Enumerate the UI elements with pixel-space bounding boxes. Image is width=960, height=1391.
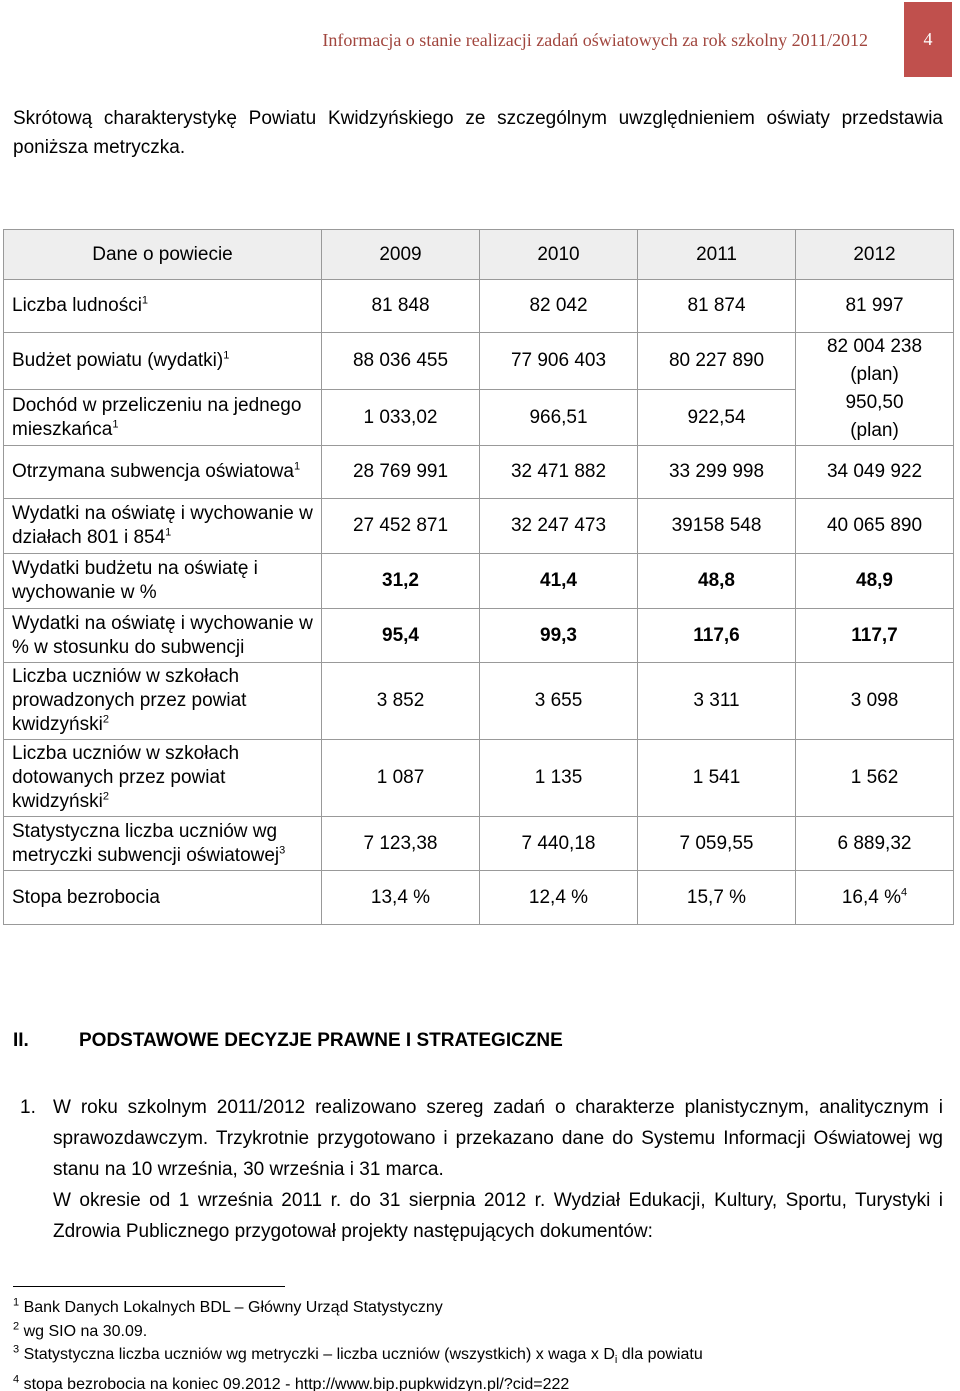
cell: 95,4 <box>322 609 480 663</box>
row-label: Wydatki na oświatę i wychowanie w % w stosunku do subwencji <box>4 609 322 663</box>
section-number: II. <box>13 1030 29 1051</box>
cell: 33 299 998 <box>638 446 796 499</box>
cell: 117,6 <box>638 609 796 663</box>
header-cell: 2010 <box>480 230 638 280</box>
cell: 28 769 991 <box>322 446 480 499</box>
row-label: Liczba uczniów w szkołach dotowanych przez powiat kwidzyński$^2$ <box>4 740 322 817</box>
cell: 1 562 <box>796 740 954 817</box>
page-header <box>0 0 960 80</box>
cell: 13,4 % <box>322 871 480 925</box>
cell: 48,9 <box>796 554 954 609</box>
cell: 3 852 <box>322 663 480 740</box>
cell: 15,7 % <box>638 871 796 925</box>
cell: 3 655 <box>480 663 638 740</box>
list-item <box>20 1092 943 1247</box>
header-cell: Dane o powiecie <box>4 230 322 280</box>
cell: 80 227 890 <box>638 333 796 390</box>
table-row <box>4 499 954 554</box>
table-header-row <box>4 230 954 280</box>
table-row <box>4 663 954 740</box>
cell: 99,3 <box>480 609 638 663</box>
cell: 1 033,02 <box>322 390 480 446</box>
plan-2012-cell <box>796 333 954 446</box>
cell: 7 123,38 <box>322 817 480 871</box>
cell: 12,4 % <box>480 871 638 925</box>
section-heading <box>13 1030 563 1052</box>
cell: 922,54 <box>638 390 796 446</box>
intro-paragraph: Skrótową charakterystykę Powiatu Kwidzyńskiego ze szczególnym uwzględnieniem oświaty przedstawia poniższa metryczka. <box>13 108 943 158</box>
item-paragraph-2: W okresie od 1 września 2011 r. do 31 sierpnia 2012 r. Wydział Edukacji, Kultury, Sportu, Turystyki i Zdrowia Publicznego przygotował projekty następujących dokumentów: <box>53 1190 943 1242</box>
footnotes <box>13 1296 703 1391</box>
header-cell: 2011 <box>638 230 796 280</box>
table-row <box>4 446 954 499</box>
header-cell: 2009 <box>322 230 480 280</box>
cell: 3 311 <box>638 663 796 740</box>
cell: 3 098 <box>796 663 954 740</box>
row-label: Budżet powiatu (wydatki)$^1$ <box>4 333 322 390</box>
footnote: $^1$ Bank Danych Lokalnych BDL – Główny Urząd Statystyczny <box>13 1296 443 1316</box>
cell: 77 906 403 <box>480 333 638 390</box>
footnote-separator <box>13 1286 285 1287</box>
section-title: PODSTAWOWE DECYZJE PRAWNE I STRATEGICZNE <box>79 1030 563 1051</box>
cell: 88 036 455 <box>322 333 480 390</box>
cell: 16,4 %$^4$ <box>796 871 954 925</box>
row-label: Dochód w przeliczeniu na jednego mieszkańca$^1$ <box>4 390 322 446</box>
item-paragraph-1: W roku szkolnym 2011/2012 realizowano szereg zadań o charakterze planistycznym, analitycznym i sprawozdawczym. Trzykrotnie przygotowano i przekazano dane do Systemu Informacji Oświatowej wg stanu na 10 września, 30 września i 31 marca. <box>53 1097 943 1180</box>
row-label: Liczba uczniów w szkołach prowadzonych przez powiat kwidzyński$^2$ <box>4 663 322 740</box>
cell: 32 471 882 <box>480 446 638 499</box>
plan-budget-note: (plan) <box>850 364 899 385</box>
cell: 32 247 473 <box>480 499 638 554</box>
cell: 1 135 <box>480 740 638 817</box>
list-item-number: 1. <box>20 1097 36 1118</box>
row-label: Wydatki na oświatę i wychowanie w działach 801 i $854^1$ <box>4 499 322 554</box>
table-row <box>4 871 954 925</box>
table-row <box>4 280 954 333</box>
cell: 6 889,32 <box>796 817 954 871</box>
plan-income: 950,50 <box>845 392 904 413</box>
footnote: $^2$ wg SIO na 30.09. <box>13 1320 148 1340</box>
cell: 34 049 922 <box>796 446 954 499</box>
table-row <box>4 554 954 609</box>
table-row <box>4 333 954 390</box>
row-label: Stopa bezrobocia <box>4 871 322 925</box>
cell: 40 065 890 <box>796 499 954 554</box>
plan-income-note: (plan) <box>850 420 899 441</box>
footnote: $^4$ stopa bezrobocia na koniec 09.2012 - http://www.bip.pupkwidzyn.pl/?cid=222 <box>13 1373 570 1391</box>
cell: 1 087 <box>322 740 480 817</box>
cell: 48,8 <box>638 554 796 609</box>
cell: 1 541 <box>638 740 796 817</box>
footnote: $^3$ Statystyczna liczba uczniów wg metryczki – liczba uczniów (wszystkich) x waga x $D_i$ dla powiatu <box>13 1343 703 1367</box>
row-label: Wydatki budżetu na oświatę i wychowanie w % <box>4 554 322 609</box>
cell: 81 874 <box>638 280 796 333</box>
header-cell: 2012 <box>796 230 954 280</box>
row-label: Statystyczna liczba uczniów wg metryczki subwencji oświatowej$^3$ <box>4 817 322 871</box>
county-data-table <box>3 229 954 925</box>
cell: 31,2 <box>322 554 480 609</box>
page-number: 4 <box>904 2 952 77</box>
cell: 966,51 <box>480 390 638 446</box>
cell: 7 059,55 <box>638 817 796 871</box>
plan-budget: 82 004 238 <box>826 336 923 357</box>
cell: 117,7 <box>796 609 954 663</box>
cell: 27 452 871 <box>322 499 480 554</box>
row-label: Liczba ludności$^1$ <box>4 280 322 333</box>
cell: 7 440,18 <box>480 817 638 871</box>
table-row <box>4 740 954 817</box>
cell: 82 042 <box>480 280 638 333</box>
cell: 81 848 <box>322 280 480 333</box>
table-row <box>4 609 954 663</box>
cell: 41,4 <box>480 554 638 609</box>
table-row <box>4 817 954 871</box>
cell: 39158 548 <box>638 499 796 554</box>
row-label: Otrzymana subwencja oświatowa$^1$ <box>4 446 322 499</box>
header-title: Informacja o stanie realizacji zadań oświatowych za rok szkolny 2011/2012 <box>322 30 868 50</box>
cell: 81 997 <box>796 280 954 333</box>
